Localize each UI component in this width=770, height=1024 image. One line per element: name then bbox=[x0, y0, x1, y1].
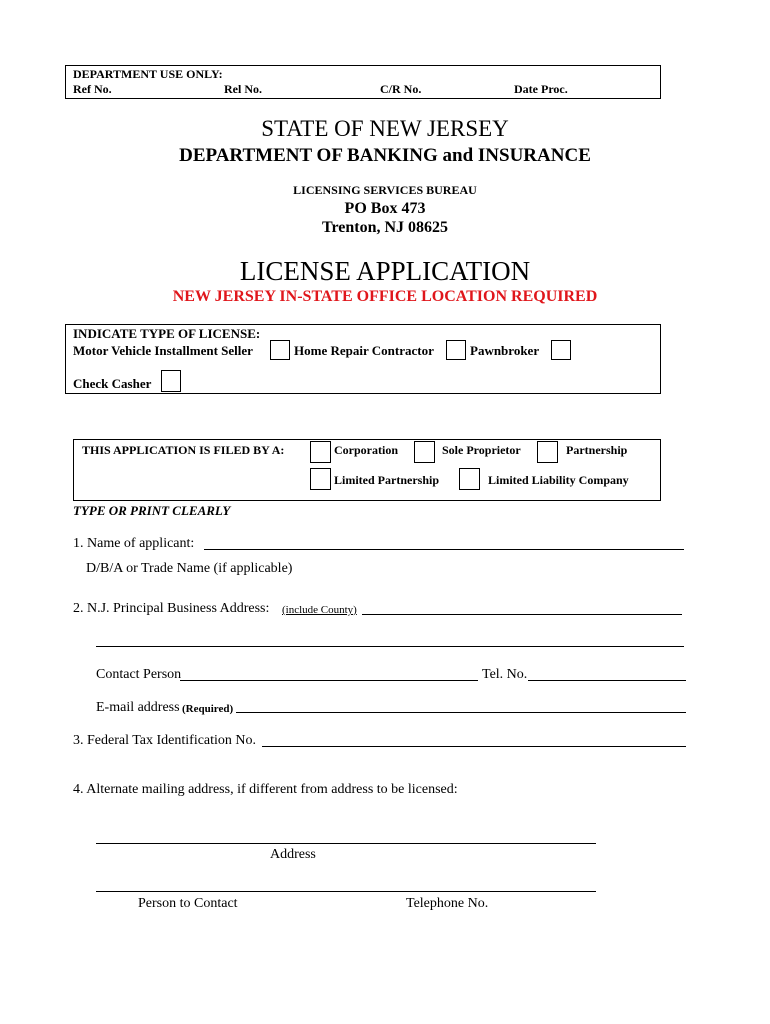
alternate-address-line[interactable] bbox=[96, 843, 596, 844]
bureau-heading: LICENSING SERVICES BUREAU bbox=[293, 183, 477, 197]
checkbox-pawnbroker[interactable] bbox=[551, 340, 571, 360]
state-heading: STATE OF NEW JERSEY bbox=[261, 116, 509, 141]
checkbox-limited-liability-company[interactable] bbox=[459, 468, 480, 490]
checkbox-home-repair-contractor[interactable] bbox=[446, 340, 466, 360]
option-motor-vehicle-installment-seller: Motor Vehicle Installment Seller bbox=[73, 343, 253, 358]
applicant-name-line[interactable] bbox=[204, 549, 684, 550]
dba-label: D/B/A or Trade Name (if applicable) bbox=[86, 561, 293, 576]
business-address-line[interactable] bbox=[362, 614, 682, 615]
contact-person-line[interactable] bbox=[180, 680, 478, 681]
option-partnership: Partnership bbox=[566, 443, 628, 457]
po-box: PO Box 473 bbox=[344, 200, 426, 217]
page-subtitle: NEW JERSEY IN-STATE OFFICE LOCATION REQUIRED bbox=[172, 288, 598, 305]
option-sole-proprietor: Sole Proprietor bbox=[442, 443, 521, 457]
date-proc-label: Date Proc. bbox=[514, 82, 568, 96]
email-required-note: (Required) bbox=[182, 703, 234, 715]
applicant-name-label: 1. Name of applicant: bbox=[73, 536, 195, 551]
ref-no-label: Ref No. bbox=[73, 82, 112, 96]
contact-person-label: Contact Person bbox=[96, 667, 182, 682]
option-check-casher: Check Casher bbox=[73, 376, 152, 391]
person-to-contact-caption: Person to Contact bbox=[138, 896, 238, 911]
contact-telephone-line[interactable] bbox=[96, 891, 596, 892]
email-line[interactable] bbox=[236, 712, 686, 713]
checkbox-sole-proprietor[interactable] bbox=[414, 441, 435, 463]
tel-no-label: Tel. No. bbox=[482, 667, 528, 682]
option-limited-liability-company: Limited Liability Company bbox=[488, 473, 629, 487]
address-caption: Address bbox=[270, 847, 316, 862]
city-address: Trenton, NJ 08625 bbox=[321, 219, 449, 236]
department-heading: DEPARTMENT OF BANKING and INSURANCE bbox=[179, 145, 591, 166]
include-county-note: (include County) bbox=[282, 604, 357, 616]
license-type-heading: INDICATE TYPE OF LICENSE: bbox=[73, 326, 261, 341]
type-print-instruction: TYPE OR PRINT CLEARLY bbox=[73, 503, 231, 518]
checkbox-partnership[interactable] bbox=[537, 441, 558, 463]
option-pawnbroker: Pawnbroker bbox=[470, 343, 540, 358]
business-address-label: 2. N.J. Principal Business Address: bbox=[73, 601, 270, 616]
option-home-repair-contractor: Home Repair Contractor bbox=[294, 343, 434, 358]
filed-by-heading: THIS APPLICATION IS FILED BY A: bbox=[82, 443, 285, 457]
option-limited-partnership: Limited Partnership bbox=[334, 473, 439, 487]
checkbox-check-casher[interactable] bbox=[161, 370, 181, 392]
checkbox-motor-vehicle-installment-seller[interactable] bbox=[270, 340, 290, 360]
checkbox-limited-partnership[interactable] bbox=[310, 468, 331, 490]
telephone-no-caption: Telephone No. bbox=[406, 896, 489, 911]
department-use-title: DEPARTMENT USE ONLY: bbox=[73, 67, 223, 81]
email-label: E-mail address bbox=[96, 700, 180, 715]
federal-tax-id-label: 3. Federal Tax Identification No. bbox=[73, 733, 257, 748]
alternate-mailing-label: 4. Alternate mailing address, if different from address to be licensed: bbox=[73, 782, 458, 797]
business-address-line-2[interactable] bbox=[96, 646, 684, 647]
page-title: LICENSE APPLICATION bbox=[239, 256, 531, 286]
federal-tax-id-line[interactable] bbox=[262, 746, 686, 747]
cr-no-label: C/R No. bbox=[380, 82, 422, 96]
tel-no-line[interactable] bbox=[528, 680, 686, 681]
option-corporation: Corporation bbox=[334, 443, 398, 457]
rel-no-label: Rel No. bbox=[224, 82, 262, 96]
checkbox-corporation[interactable] bbox=[310, 441, 331, 463]
